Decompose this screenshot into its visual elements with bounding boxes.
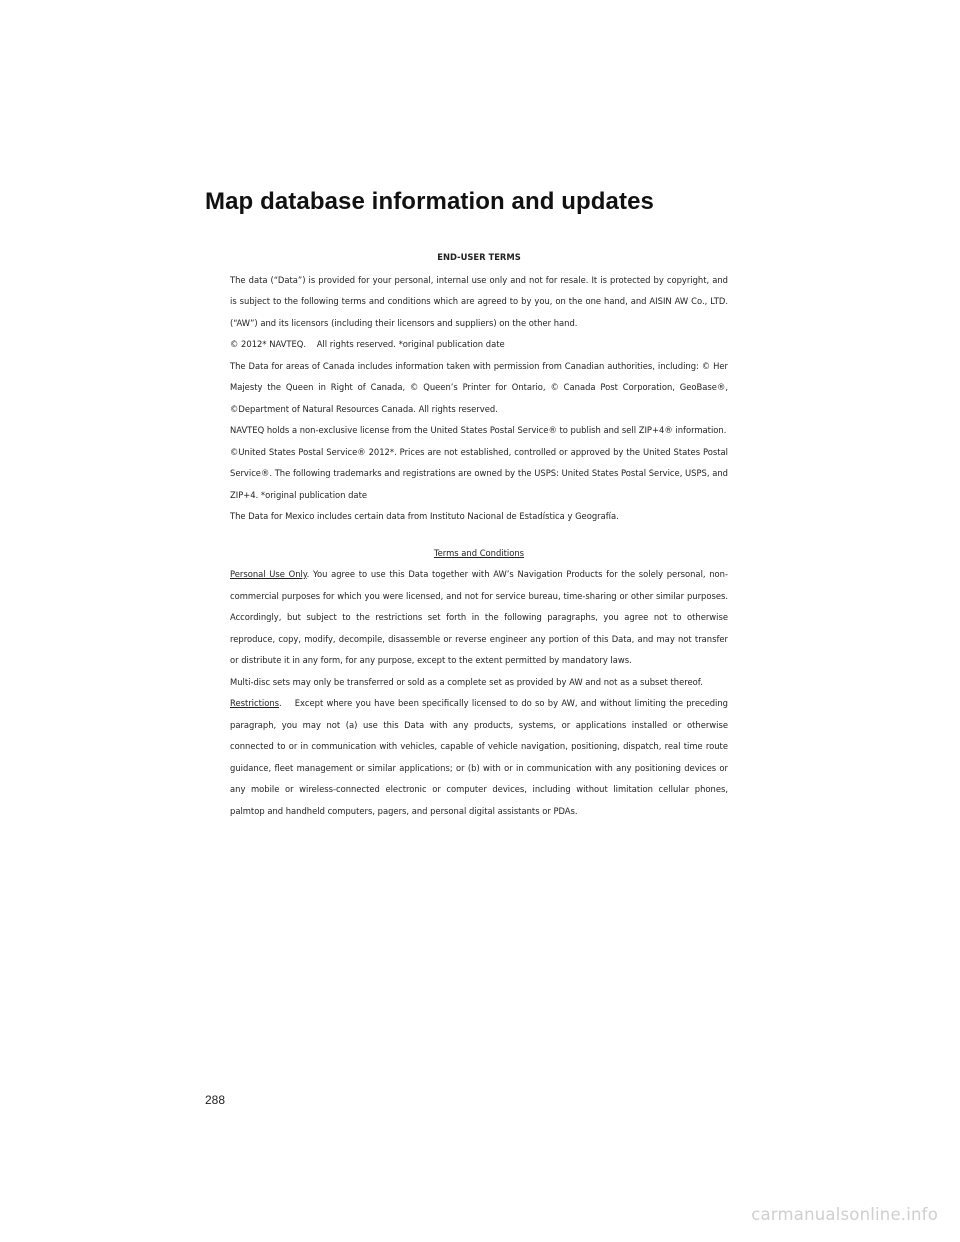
data-provision-paragraph: The data (“Data”) is provided for your personal, internal use only and not for resale. It is protected by copyright, and is subject to the following terms and conditions which are agreed to by you, on the one hand, and AISIN AW Co., LTD. (“AW”) and its licensors (including their licensors and suppliers) on the other hand. <box>230 274 728 328</box>
usps-copyright-paragraph: ©United States Postal Service® 2012*. Prices are not established, controlled or approved by the United States Postal Service®. The following trademarks and registrations are owned by the USPS: United States Postal Service, USPS, and ZIP+4. *original publication date <box>230 446 728 500</box>
personal-use-label: Personal Use Only <box>230 569 307 579</box>
usps-license-paragraph: NAVTEQ holds a non-exclusive license from the United States Postal Service® to publish and sell ZIP+4® information. <box>230 425 727 435</box>
terms-and-conditions-heading: Terms and Conditions <box>433 547 525 558</box>
personal-use-paragraph <box>230 564 728 672</box>
section-spacer <box>230 528 728 543</box>
end-user-terms-heading: END-USER TERMS <box>437 252 521 262</box>
mexico-data-paragraph: The Data for Mexico includes certain data from Instituto Nacional de Estadística y Geografía. <box>230 511 619 521</box>
canada-data-paragraph: The Data for areas of Canada includes information taken with permission from Canadian authorities, including: © Her Majesty the Queen in Right of Canada, © Queen’s Printer for Ontario, © Canada Post Corporation, GeoBase®, ©Department of Natural Resources Canada. All rights reserved. <box>230 360 728 414</box>
page-number: 288 <box>205 1093 226 1107</box>
restrictions-text: . Except where you have been specifically licensed to do so by AW, and without limiting the preceding paragraph, you may not (a) use this Data with any products, systems, or applications installed or otherwise connected to or in communication with vehicles, capable of vehicle navigation, positioning, dispatch, real time route guidance, fleet management or similar applications; or (b) with or in communication with any positioning devices or any mobile or wireless-connected electronic or computer devices, including without limitation cellular phones, palmtop and handheld computers, pagers, and personal digital assistants or PDAs. <box>230 698 731 816</box>
page-title: Map database information and updates <box>205 188 654 215</box>
restrictions-label: Restrictions <box>230 698 280 708</box>
watermark: carmanualsonline.info <box>751 1205 938 1224</box>
document-body <box>230 247 731 822</box>
navteq-copyright-paragraph: © 2012* NAVTEQ. All rights reserved. *original publication date <box>230 339 505 349</box>
multi-disc-paragraph: Multi-disc sets may only be transferred or sold as a complete set as provided by AW and not as a subset thereof. <box>230 676 703 687</box>
personal-use-text: . You agree to use this Data together with AW’s Navigation Products for the solely personal, non-commercial purposes for which you were licensed, and not for service bureau, time-sharing or other similar purposes. Accordingly, but subject to the restrictions set forth in the following paragraphs, you agree not to otherwise reproduce, copy, modify, decompile, disassemble or reverse engineer any portion of this Data, and may not transfer or distribute it in any form, for any purpose, except to the extent permitted by mandatory laws. <box>230 569 728 665</box>
restrictions-paragraph <box>230 693 731 822</box>
